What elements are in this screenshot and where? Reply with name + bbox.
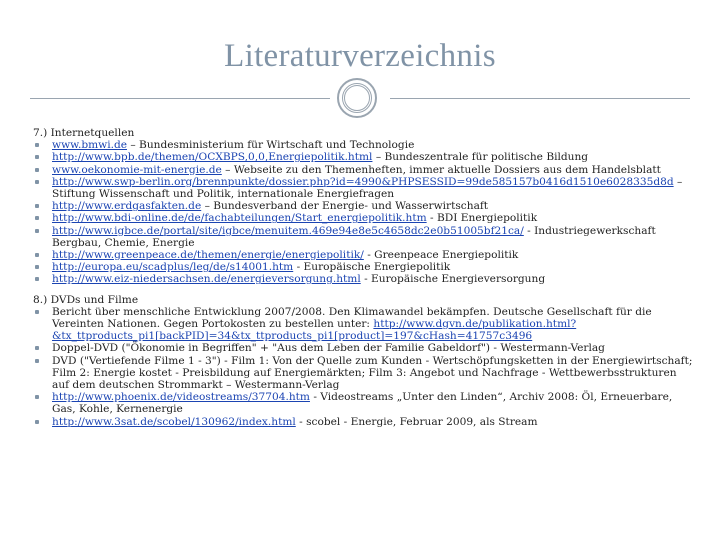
source-link[interactable]: http://www.bpb.de/themen/OCXBPS,0,0,Energiepolitik.html xyxy=(52,151,373,164)
source-link[interactable]: http://www.bdi-online.de/de/fachabteilungen/Start_energiepolitik.htm xyxy=(52,212,427,225)
source-list xyxy=(33,139,693,285)
source-description: - BDI Energiepolitik xyxy=(426,212,538,225)
media-description: DVD ("Vertiefende Filme 1 - 3") - Film 1: Von der Quelle zum Kunden - Wertschöpfungsketten in der Energiewirtschaft; Film 2: Energie kostet - Preisbildung auf Energiemärkten; Film 3: Angebot und Nachfrage - Wettbewerbsstrukturen auf dem deutschen Strommarkt – Westermann-Verlag xyxy=(52,354,693,392)
section-dvds-films xyxy=(33,294,693,428)
source-link[interactable]: www.oekonomie-mit-energie.de xyxy=(52,163,222,176)
divider-left xyxy=(30,98,330,99)
media-description: Doppel-DVD ("Ökonomie in Begriffen" + "Aus dem Leben der Familie Gabeldorf") - Westermann-Verlag xyxy=(52,342,605,355)
bibliography xyxy=(33,127,693,428)
list-item xyxy=(33,306,693,343)
source-link[interactable]: www.bmwi.de xyxy=(52,139,128,152)
source-link[interactable]: http://www.igbce.de/portal/site/igbce/menuitem.469e94e8e5c4658dc2e0b51005bf21ca/ xyxy=(52,224,524,237)
source-description: - Europäische Energiepolitik xyxy=(293,261,451,274)
section-heading: 7.) Internetquellen xyxy=(33,127,135,139)
source-description: - Greenpeace Energiepolitik xyxy=(363,249,519,262)
list-item xyxy=(33,355,693,392)
section-heading: 8.) DVDs und Filme xyxy=(33,293,139,306)
source-description: – Webseite zu den Themenheften, immer aktuelle Dossiers aus dem Handelsblatt xyxy=(221,163,661,176)
list-item xyxy=(33,261,693,273)
media-list xyxy=(33,306,693,428)
media-link[interactable]: http://www.dgvn.de/publikation.html?&tx_ttproducts_pi1[backPID]=34&tx_ttproducts_pi1[product]=197&cHash=41757c3496 xyxy=(52,318,577,343)
divider-right xyxy=(390,98,690,99)
list-item xyxy=(33,164,693,176)
source-link[interactable]: http://www.swp-berlin.org/brennpunkte/dossier.php?id=4990&PHPSESSID=99de585157b0416d1510e6028335d8d xyxy=(52,175,674,188)
source-description: - Europäische Energieversorgung xyxy=(360,273,546,286)
source-description: - Industriegewerkschaft Bergbau, Chemie, Energie xyxy=(52,224,656,249)
list-item xyxy=(33,176,693,200)
list-item: http://www.phoenix.de/videostreams/37704.htm - Videostreams „Unter den Linden“, Archiv 2008: Öl, Erneuerbare, Gas, Kohle, Kernenergie xyxy=(33,391,693,415)
source-description: – Bundeszentrale für politische Bildung xyxy=(372,151,589,164)
page-title: Literaturverzeichnis xyxy=(224,38,496,74)
media-description: Bericht über menschliche Entwicklung 2007/2008. Den Klimawandel bekämpfen. Deutsche Gesellschaft für die Vereinten Nationen. Gegen Portokosten zu bestellen unter: xyxy=(52,305,652,331)
list-item xyxy=(33,151,693,163)
list-item xyxy=(33,273,693,285)
list-item xyxy=(33,212,693,224)
source-description: – Stiftung Wissenschaft und Politik, internationale Energiefragen xyxy=(52,175,683,201)
list-item xyxy=(33,225,693,249)
source-description: – Bundesverband der Energie- und Wasserwirtschaft xyxy=(201,200,489,213)
list-item xyxy=(33,200,693,212)
section-internet-sources xyxy=(33,127,693,286)
source-link[interactable]: http://www.erdgasfakten.de xyxy=(52,200,202,213)
source-link[interactable]: http://www.greenpeace.de/themen/energie/energiepolitik/ xyxy=(52,249,364,262)
list-item xyxy=(33,139,693,151)
source-description: – Bundesministerium für Wirtschaft und Technologie xyxy=(127,139,415,152)
list-item xyxy=(33,342,693,354)
circle-ornament-icon xyxy=(337,78,377,118)
source-link[interactable]: http://europa.eu/scadplus/leg/de/s14001.htm xyxy=(52,261,294,274)
list-item xyxy=(33,249,693,261)
media-link[interactable]: http://www.3sat.de/scobel/130962/index.html xyxy=(52,415,296,428)
media-link[interactable]: http://www.phoenix.de/videostreams/37704.htm xyxy=(52,391,310,404)
list-item: http://www.3sat.de/scobel/130962/index.html - scobel - Energie, Februar 2009, als Stream xyxy=(33,416,693,428)
source-link[interactable]: http://www.eiz-niedersachsen.de/energieversorgung.html xyxy=(52,273,361,286)
